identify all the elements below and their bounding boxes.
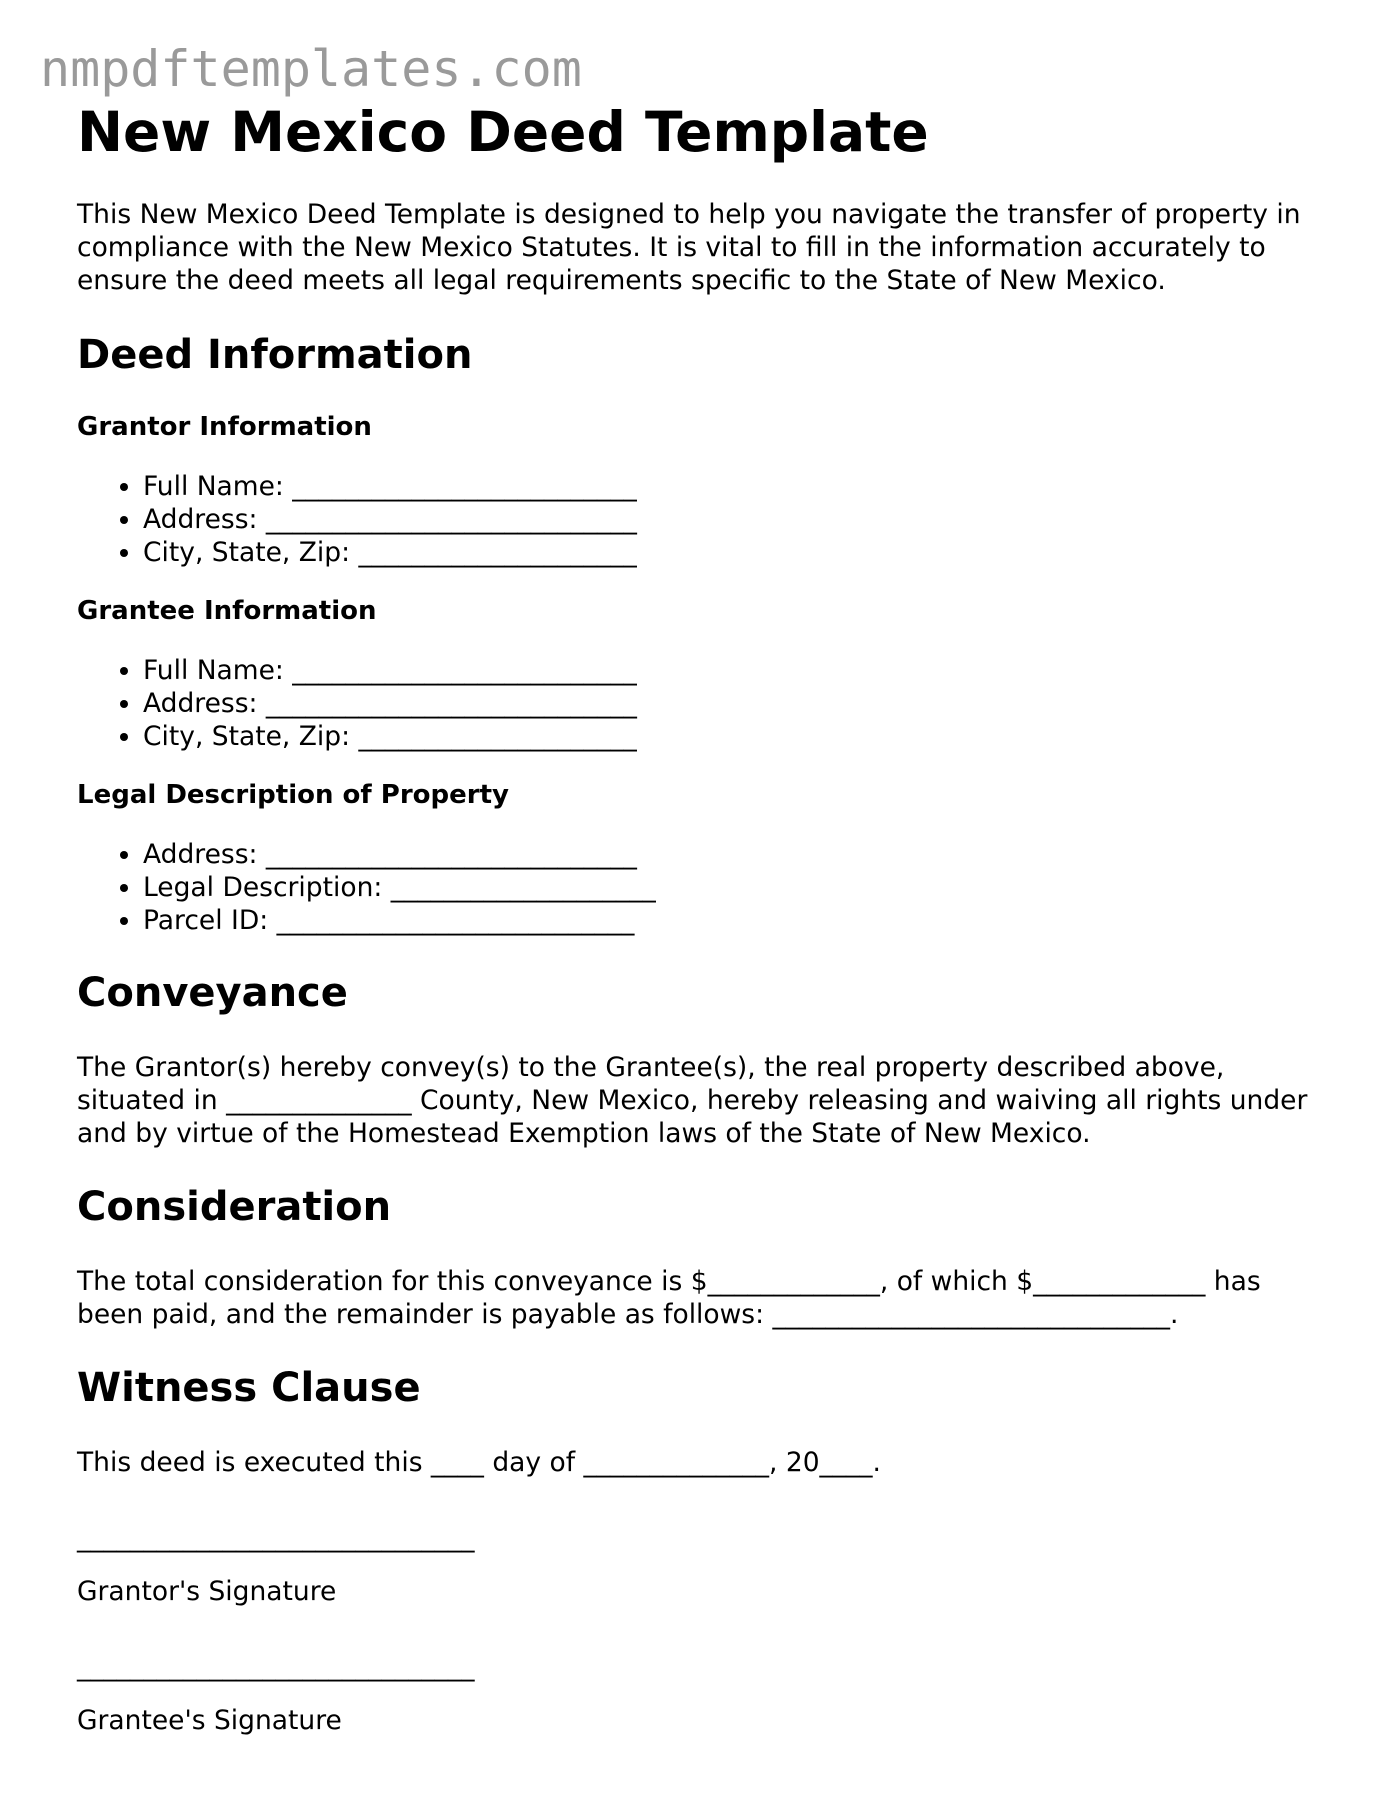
grantor-fields-list [77, 470, 1327, 569]
grantee-address-field: • Address: ____________________________ [143, 687, 1327, 720]
grantor-full-name-field: • Full Name: __________________________ [143, 470, 1327, 503]
witness-clause-heading: Witness Clause [77, 1365, 421, 1411]
witness-execution-line: This deed is executed this ____ day of ______________, 20____. [77, 1447, 881, 1478]
property-legal-description-field: • Legal Description: ____________________ [143, 871, 1327, 904]
property-parcel-id-field: • Parcel ID: ___________________________ [143, 904, 1327, 937]
conveyance-heading: Conveyance [77, 970, 348, 1016]
grantor-signature-label: Grantor's Signature [77, 1576, 337, 1607]
grantee-signature-line: ______________________________ [77, 1651, 475, 1682]
grantor-signature-line: ______________________________ [77, 1522, 475, 1553]
consideration-heading: Consideration [77, 1184, 392, 1230]
grantee-full-name-field: • Full Name: __________________________ [143, 654, 1327, 687]
grantee-information-heading: Grantee Information [77, 596, 377, 626]
grantor-information-heading: Grantor Information [77, 412, 372, 442]
grantor-city-state-zip-field: • City, State, Zip: _____________________ [143, 536, 1327, 569]
property-description-heading: Legal Description of Property [77, 780, 509, 810]
document-body [77, 100, 1327, 1737]
property-fields-list [77, 838, 1327, 937]
grantee-city-state-zip-field: • City, State, Zip: _____________________ [143, 720, 1327, 753]
conveyance-paragraph: The Grantor(s) hereby convey(s) to the Grantee(s), the real property described above, situated in ______________ County, New Mexico, hereby releasing and waiving all rights under and by virtue of the Homestead Exemption laws of the State of New Mexico. [77, 1052, 1308, 1149]
watermark: nmpdftemplates.com [40, 40, 582, 98]
grantee-signature-label: Grantee's Signature [77, 1705, 342, 1736]
intro-paragraph: This New Mexico Deed Template is designed to help you navigate the transfer of property in compliance with the New Mexico Statutes. It is vital to fill in the information accurately to ensure the deed meets all legal requirements specific to the State of New Mexico. [77, 199, 1301, 296]
deed-information-heading: Deed Information [77, 332, 473, 378]
consideration-paragraph: The total consideration for this conveyance is $_____________, of which $_____________ has been paid, and the remainder is payable as follows: ______________________________. [77, 1266, 1261, 1330]
grantee-fields-list [77, 654, 1327, 753]
property-address-field: • Address: ____________________________ [143, 838, 1327, 871]
document-title: New Mexico Deed Template [77, 100, 929, 164]
grantor-address-field: • Address: ____________________________ [143, 503, 1327, 536]
